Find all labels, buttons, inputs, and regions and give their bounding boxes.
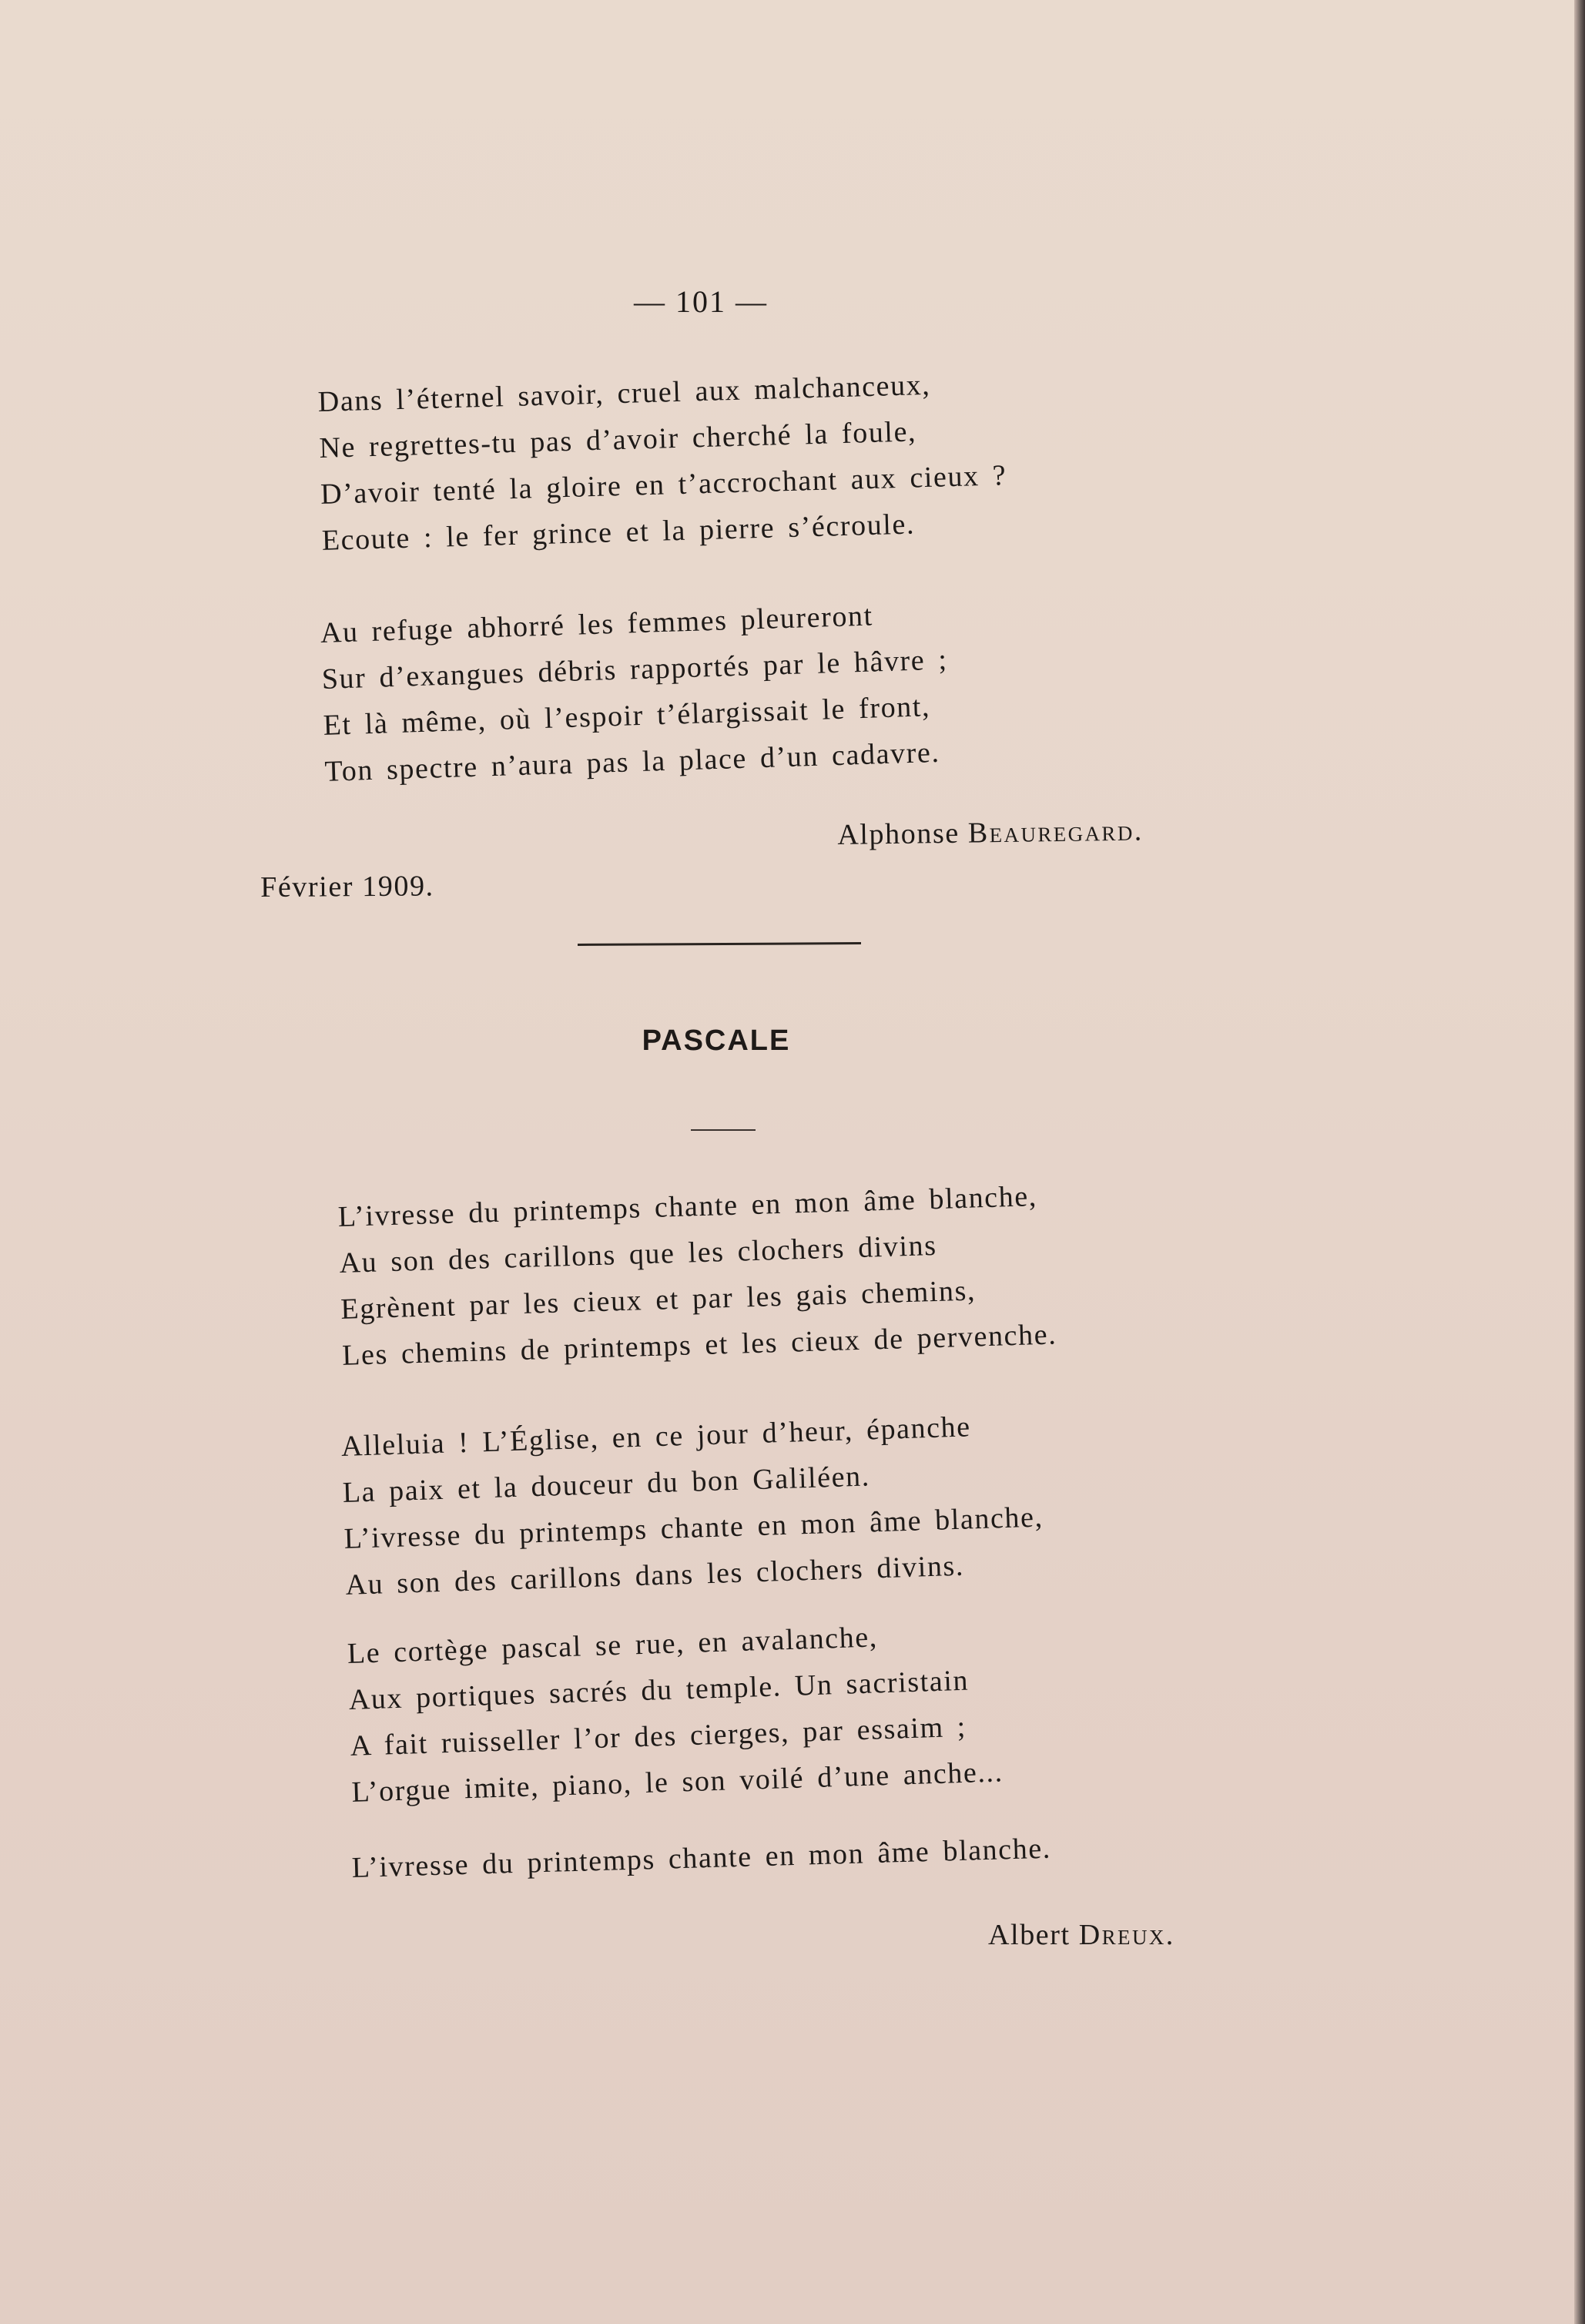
section-divider xyxy=(578,942,861,946)
poem1-stanza-2 xyxy=(320,590,951,794)
poem1-signature xyxy=(837,813,1144,852)
poem1-author-last-name: Beauregard. xyxy=(967,814,1144,850)
verse-line: La paix et la douceur du bon Galiléen. xyxy=(342,1460,871,1509)
title-underline xyxy=(691,1129,756,1131)
verse-line: Alleluia ! L’Église, en ce jour d’heur, épanche xyxy=(340,1410,972,1463)
verse-line: L’ivresse du printemps chante en mon âme blanche, xyxy=(343,1501,1044,1555)
page-edge xyxy=(1574,0,1585,2324)
verse-line: Les chemins de printemps et les cieux de pervenche. xyxy=(341,1318,1057,1372)
verse-line: D’avoir tenté la gloire en t’accrochant aux cieux ? xyxy=(320,459,1007,511)
verse-line: A fait ruisseller l’or des cierges, par essaim ; xyxy=(350,1710,967,1762)
verse-line: L’ivresse du printemps chante en mon âme blanche. xyxy=(351,1832,1052,1884)
poem2-stanza-2 xyxy=(340,1401,1045,1608)
verse-line: Ne regrettes-tu pas d’avoir cherché la foule, xyxy=(318,415,917,464)
poem2-stanza-3 xyxy=(347,1610,1004,1815)
poem2-author-first-name: Albert xyxy=(988,1919,1071,1951)
verse-line: Au son des carillons dans les clochers divins. xyxy=(344,1549,965,1601)
verse-line: Dans l’éternel savoir, cruel aux malchanceux, xyxy=(317,368,931,418)
verse-line: Et là même, où l’espoir t’élargissait le front, xyxy=(323,690,931,742)
poem1-author-first-name: Alphonse xyxy=(837,817,960,851)
poem2-stanza-1 xyxy=(337,1172,1057,1378)
page-number: — 101 — xyxy=(634,284,768,319)
verse-line: Au son des carillons que les clochers divins xyxy=(339,1229,938,1279)
verse-line: Aux portiques sacrés du temple. Un sacristain xyxy=(348,1664,970,1716)
verse-line: Au refuge abhorré les femmes pleureront xyxy=(320,599,874,649)
verse-line: Sur d’exangues débris rapportés par le hâvre ; xyxy=(321,643,949,696)
verse-line: L’ivresse du printemps chante en mon âme blanche, xyxy=(337,1180,1038,1233)
poem2-signature xyxy=(988,1918,1175,1952)
verse-line: Le cortège pascal se rue, en avalanche, xyxy=(347,1621,879,1670)
verse-line: L’orgue imite, piano, le son voilé d’une anche... xyxy=(350,1756,1004,1809)
poem2-refrain xyxy=(351,1826,1052,1891)
poem2-author-last-name: Dreux. xyxy=(1078,1919,1175,1951)
poem1-stanza-1 xyxy=(317,360,1009,564)
verse-line: Ecoute : le fer grince et la pierre s’écroule. xyxy=(321,508,916,557)
poem1-date: Février 1909. xyxy=(260,870,434,904)
verse-line: Ton spectre n’aura pas la place d’un cadavre. xyxy=(323,736,941,788)
verse-line: Egrènent par les cieux et par les gais chemins, xyxy=(340,1274,977,1326)
poem2-title: PASCALE xyxy=(642,1025,791,1057)
